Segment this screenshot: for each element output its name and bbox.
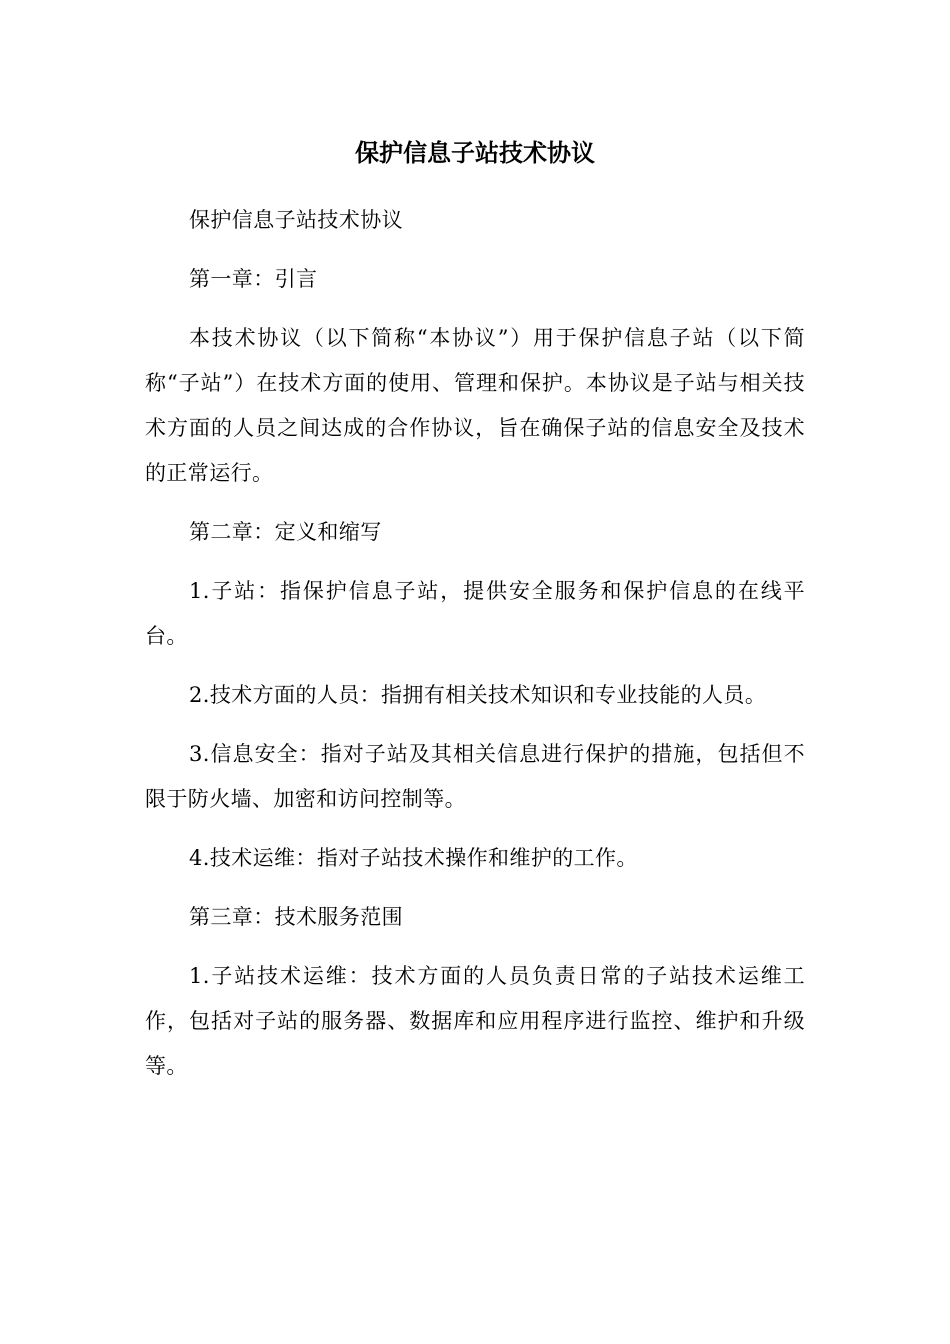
chapter-3-heading: 第三章：技术服务范围 — [189, 905, 403, 929]
document-title: 保护信息子站技术协议 — [355, 139, 595, 167]
document-body — [145, 198, 805, 1103]
chapter-2-heading: 第二章：定义和缩写 — [189, 520, 382, 544]
service-scope-item: 1.子站技术运维：技术方面的人员负责日常的子站技术运维工作，包括对子站的服务器、数据库和应用程序进行监控、维护和升级等。 — [145, 964, 805, 1078]
definition-item: 3.信息安全：指对子站及其相关信息进行保护的措施，包括但不限于防火墙、加密和访问控制等。 — [145, 742, 805, 811]
definition-item: 4.技术运维：指对子站技术操作和维护的工作。 — [189, 846, 638, 870]
chapter-1-heading: 第一章：引言 — [189, 267, 318, 291]
paragraph-subtitle: 保护信息子站技术协议 — [189, 208, 403, 232]
paragraph-introduction: 本技术协议（以下简称“本协议”）用于保护信息子站（以下简称“子站”）在技术方面的使用、管理和保护。本协议是子站与相关技术方面的人员之间达成的合作协议，旨在确保子站的信息安全及技术的正常运行。 — [145, 326, 805, 485]
definition-item: 2.技术方面的人员：指拥有相关技术知识和专业技能的人员。 — [189, 683, 767, 707]
definition-item: 1.子站：指保护信息子站，提供安全服务和保护信息的在线平台。 — [145, 579, 805, 648]
